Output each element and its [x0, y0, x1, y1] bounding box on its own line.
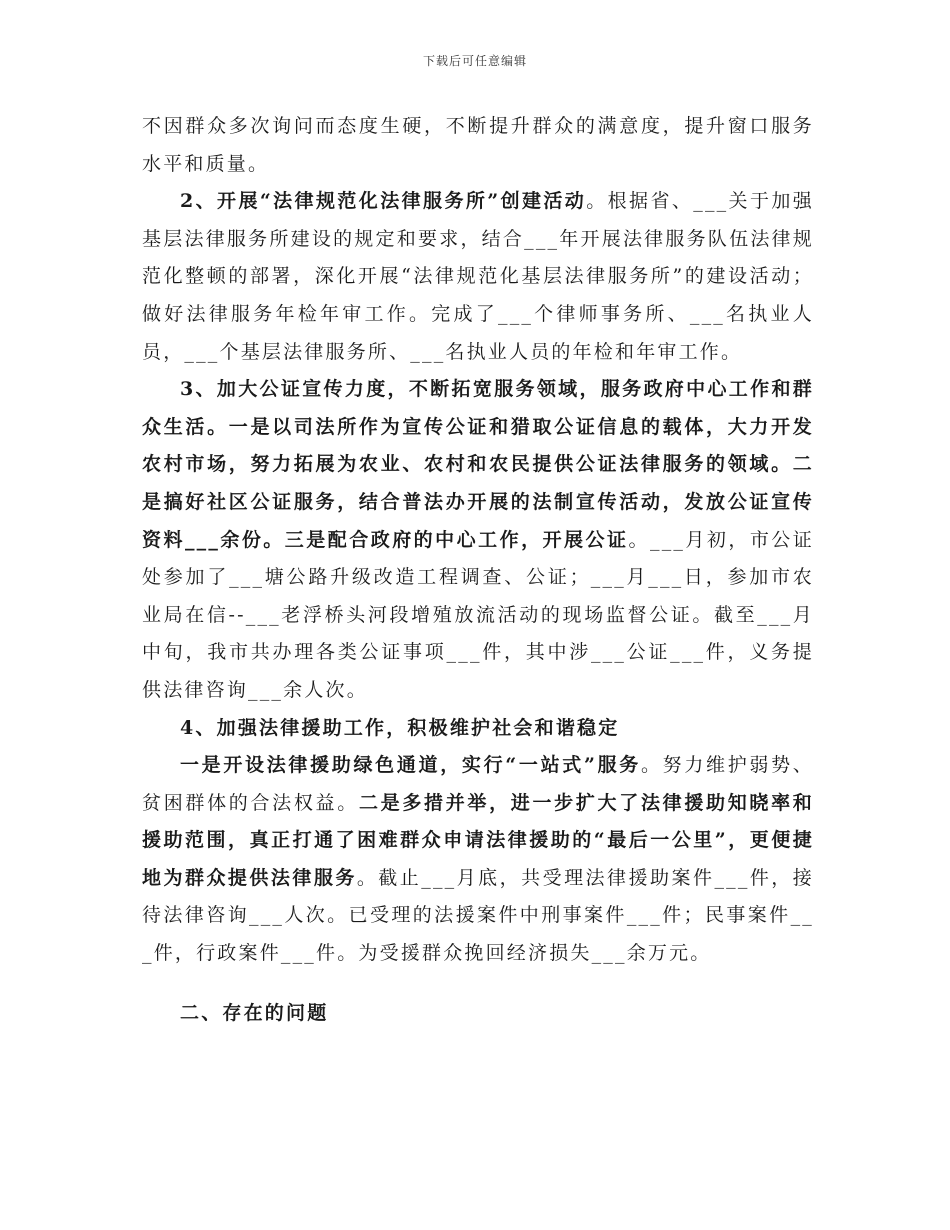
- page-header-note: 下载后可任意编辑: [422, 54, 527, 68]
- paragraph-text: 不因群众多次询问而态度生硬，不断提升群众的满意度，提升窗口服务水平和质量。: [142, 115, 814, 175]
- paragraph-heading: 一是开设法律援助绿色通道，实行“一站式”服务: [180, 754, 641, 777]
- document-body: [142, 108, 814, 1032]
- section-heading-problems: [142, 995, 814, 1033]
- paragraph-notary-publicity: [142, 371, 814, 709]
- paragraph-heading: 4、加强法律援助工作，积极维护社会和谐稳定: [180, 716, 620, 739]
- paragraph-legal-service-standardization: [142, 183, 814, 371]
- paragraph-text: 。___月初，市公证处参加了___塘公路升级改造工程调查、公证；___月___日，参加市农业局在信--___老浮桥头河段增殖放流活动的现场监督公证。截至___月中旬，我市共办理各类公证事项___件，其中涉___公证___件，义务提供法律咨询___余人次。: [142, 528, 814, 701]
- paragraph-legal-aid-heading: [142, 710, 814, 748]
- paragraph-text: 。根据省、___关于加强基层法律服务所建设的规定和要求，结合___年开展法律服务队伍法律规范化整顿的部署，深化开展“法律规范化基层法律服务所”的建设活动；做好法律服务年检年审工作。完成了___个律师事务所、___名执业人员，___个基层法律服务所、___名执业人员的年检和年审工作。: [142, 190, 814, 363]
- paragraph-heading: 2、开展“法律规范化法律服务所”创建活动: [180, 190, 587, 213]
- paragraph-service-quality: [142, 108, 814, 183]
- paragraph-text-2: 。截止___月底，共受理法律援助案件___件，接待法律咨询___人次。已受理的法援案件中刑事案件___件；民事案件___件，行政案件___件。为受援群众挽回经济损失___余万元。: [142, 866, 814, 965]
- paragraph-legal-aid-details: [142, 747, 814, 973]
- paragraph-heading-2: 二是多措并举，进一步扩大了法律援助知晓率和援助范围，真正打通了困难群众申请法律援助的“最后一公里”，更便捷地为群众提供法律服务: [142, 791, 814, 889]
- section-heading: 二、存在的问题: [180, 1001, 329, 1024]
- paragraph-heading: 3、加大公证宣传力度，不断拓宽服务领域，服务政府中心工作和群众生活。一是以司法所作为宣传公证和猎取公证信息的载体，大力开发农村市场，努力拓展为农业、农村和农民提供公证法律服务的领域。二是搞好社区公证服务，结合普法办开展的法制宣传活动，发放公证宣传资料___余份。三是配合政府的中心工作，开展公证: [142, 378, 814, 551]
- paragraph-text: 。努力维护弱势、贫困群体的合法权益。: [142, 754, 814, 814]
